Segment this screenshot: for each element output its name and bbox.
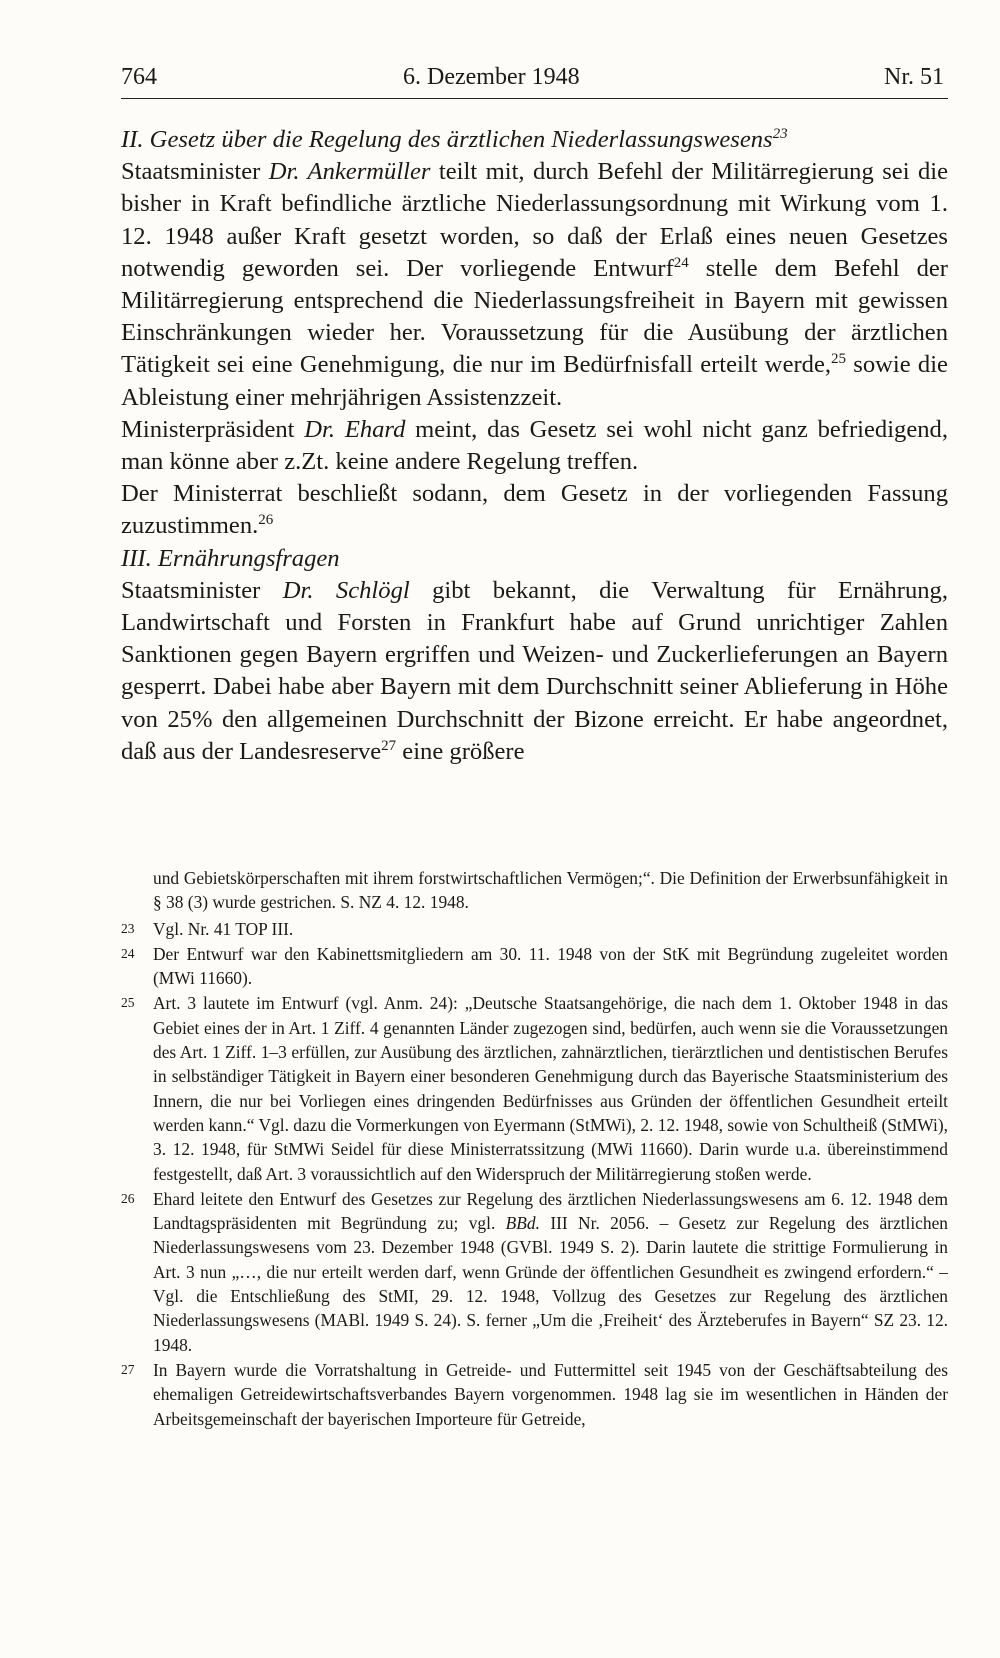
footnote-continuation: und Gebietskörperschaften mit ihrem forstwirtschaftlichen Vermögen;“. Die Definition der Erwerbsunfähigkeit in § 38 (3) wurde gestrichen. S. NZ 4. 12. 1948. [153, 868, 948, 913]
footnote-number: 23 [121, 920, 135, 936]
footnote-25 [121, 991, 948, 1185]
footnote-ref-26: 26 [258, 512, 274, 529]
paragraph-ministerrat [121, 478, 948, 542]
person-name-schloegl: Dr. Schlögl [282, 576, 410, 604]
footnote-ref-25: 25 [831, 351, 847, 368]
footnote-ref-27: 27 [381, 737, 397, 754]
main-text [121, 124, 948, 768]
paragraph-ankermueller [121, 156, 948, 414]
footnote-ref-23: 23 [772, 126, 788, 142]
paragraph-text: Staatsminister [121, 576, 283, 604]
footnote-text: Art. 3 lautete im Entwurf (vgl. Anm. 24): „Deutsche Staatsangehörige, die nach dem 1. Oktober 1948 in das Gebiet eines der in Art. 1 Ziff. 4 genannten Länder zugezogen sind, bedürfen, auch wenn sie die Voraussetzungen des Art. 1 Ziff. 1–3 erfüllen, zur Ausübung des ärztlichen, zahnärztlichen, tierärztlichen und dentistischen Berufes in selbständiger Tätigkeit in Bayern einer besonderen Genehmigung durch das Bayerische Staatsministerium des Innern, die nur bei Vorliegen eines dringenden Bedürfnisses aus Gründen der öffentlichen Gesundheit erteilt werden kann.“ Vgl. dazu die Vormerkungen von Eyermann (StMWi), 2. 12. 1948, sowie von Schultheiß (StMWi), 3. 12. 1948, für StMWi Seidel für diese Ministerratssitzung (MWi 11660). Darin wurde u.a. übereinstimmend festgestellt, daß Art. 3 voraussichtlich auf den Widerspruch der Militärregierung stoßen werde. [153, 993, 948, 1184]
paragraph-schloegl [121, 575, 948, 768]
footnote-number: 25 [121, 995, 135, 1011]
footnote-text: Vgl. Nr. 41 TOP III. [153, 918, 294, 939]
paragraph-ehard [121, 414, 948, 478]
paragraph-text: teilt mit, durch Befehl der Militärregierung sei die bisher in Kraft befindliche ärztliche Niederlassungsordnung mit Wirkung vom 1. 12. 1948 außer Kraft gesetzt worden, so daß der Erlaß eines neuen Gesetzes notwendig geworden sei. Der vorliegende Entwurf [121, 158, 949, 282]
paragraph-text: stelle dem Befehl der Militärregierung entsprechend die Niederlassungsfreiheit in Bayern mit gewissen Einschränkungen wieder her. Voraussetzung für die Ausübung der ärztlichen Tätigkeit sei eine Genehmigung, die nur im Bedürfnisfall erteilt werde, [121, 254, 948, 379]
page-number: 764 [121, 64, 157, 90]
header-date: 6. Dezember 1948 [403, 64, 580, 90]
footnote-27 [121, 1358, 948, 1431]
footnote-text: Der Entwurf war den Kabinettsmitgliedern am 30. 11. 1948 von der StK mit Begründung zugeleitet worden (MWi 11660). [153, 943, 948, 989]
header-issue-number: Nr. 51 [884, 64, 944, 90]
footnote-text: Ehard leitete den Entwurf des Gesetzes zur Regelung des ärztlichen Niederlassungswesens am 6. 12. 1948 dem Landtagspräsidenten mit Begründung zu; vgl. [153, 1188, 948, 1234]
footnote-ref-24: 24 [673, 254, 689, 271]
footnote-number: 24 [121, 945, 135, 961]
footnote-italic-ref: BBd. [505, 1213, 540, 1234]
footnote-number: 27 [121, 1361, 135, 1377]
person-name-ankermueller: Dr. Ankermüller [268, 158, 431, 186]
section-heading-ii-text: II. Gesetz über die Regelung des ärztlichen Niederlassungswesens [121, 126, 773, 153]
paragraph-text: Der Ministerrat beschließt sodann, dem Gesetz in der vorliegenden Fassung zuzustimmen. [121, 480, 948, 540]
paragraph-text: meint, das Gesetz sei wohl nicht ganz befriedigend, man könne aber z.Zt. keine andere Regelung treffen. [121, 415, 949, 476]
paragraph-text: Staatsminister [121, 158, 269, 186]
paragraph-text: sowie die Ableistung einer mehrjährigen Assistenzzeit. [121, 351, 948, 411]
footnote-26 [121, 1187, 948, 1357]
footnotes [121, 866, 948, 1432]
paragraph-text: Ministerpräsident [121, 415, 305, 443]
section-heading-ii [121, 124, 948, 156]
footnote-text: III Nr. 2056. – Gesetz zur Regelung des ärztlichen Niederlassungswesens vom 23. Dezember 1948 (GVBl. 1949 S. 2). Darin lautete die strittige Formulierung in Art. 3 nun „…, die nur erteilt werden darf, wenn Gründe der öffentlichen Gesundheit es zwingend erfordern.“ – Vgl. die Entschließung des StMI, 29. 12. 1948, Vollzug des Gesetzes zur Regelung des ärztlichen Niederlassungswesens (MABl. 1949 S. 24). S. ferner „Um die ‚Freiheit‘ des Ärzteberufes in Bayern“ SZ 23. 12. 1948. [153, 1213, 948, 1355]
footnote-text: In Bayern wurde die Vorratshaltung in Getreide- und Futtermittel seit 1945 von der Geschäftsabteilung des ehemaligen Getreidewirtschaftsverbandes Bayern vorgenommen. 1948 lag sie im wesentlichen in Händen der Arbeitsgemeinschaft der bayerischen Importeure für Getreide, [153, 1359, 948, 1429]
person-name-ehard: Dr. Ehard [304, 415, 406, 443]
paragraph-text: gibt bekannt, die Verwaltung für Ernährung, Landwirtschaft und Forsten in Frankfurt habe auf Grund unrichtiger Zahlen Sanktionen gegen Bayern ergriffen und Weizen- und Zuckerlieferungen an Bayern gesperrt. Dabei habe aber Bayern mit dem Durchschnitt seiner Ablieferung in Höhe von 25% den allgemeinen Durchschnitt der Bizone erreicht. Er habe angeordnet, daß aus der Landesreserve [121, 576, 949, 765]
footnote-number: 26 [121, 1190, 135, 1206]
running-header [121, 58, 948, 99]
paragraph-text: eine größere [396, 737, 525, 765]
section-heading-iii: III. Ernährungsfragen [121, 544, 340, 572]
footnote-24 [121, 942, 948, 991]
footnote-23 [121, 917, 948, 941]
